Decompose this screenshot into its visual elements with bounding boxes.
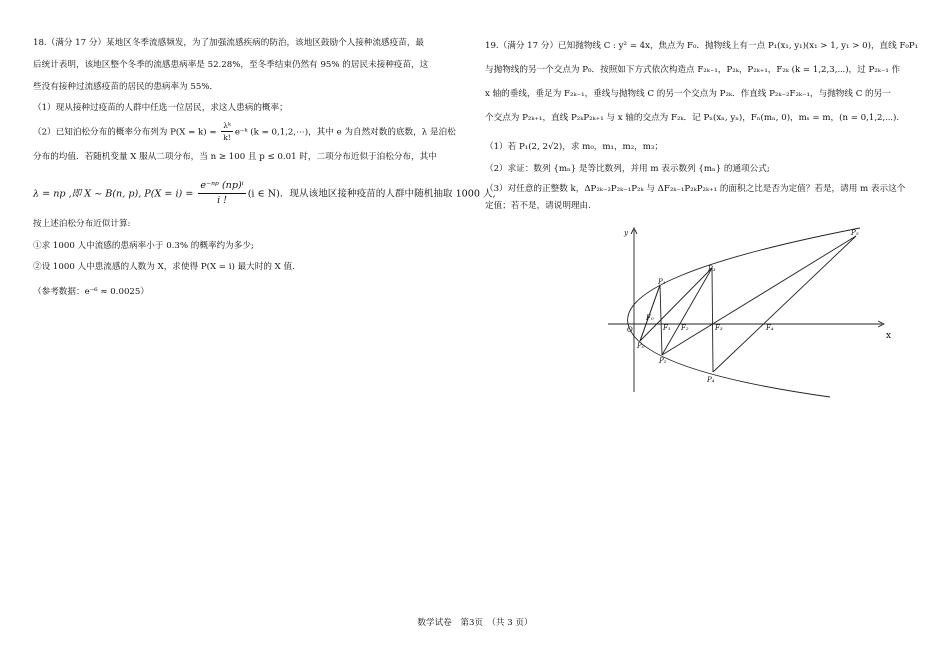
- label-p2: P₂: [659, 357, 667, 365]
- q18-sub2: （2）已知泊松分布的概率分布列为 P(X = k) = $\frac{\text{λᵏ}}{k!}$ e⁻ᵏ (k = 0,1,2,⋯)，其中 e 为自然对数的底数，λ 是泊松: [33, 121, 456, 143]
- q19-sub2: （2）求证：数列 {mₙ} 是等比数列，并用 m 表示数列 {mₙ} 的通项公式;: [485, 164, 770, 174]
- q19-sub1: （1）若 P₁(2, 2√2)，求 m₀，m₁，m₂，m₃；: [485, 142, 663, 152]
- q18-item1: ①求 1000 人中流感的患病率小于 0.3% 的概率约为多少;: [33, 241, 254, 251]
- q19-line1: 19.（满分 17 分）已知抛物线 C : y² = 4x，焦点为 F₀．抛物线上有一点 P₁(x₁, y₁)(x₁ > 1, y₁ > 0)，直线 F₀P₁: [485, 41, 919, 51]
- axis-x-label: x: [886, 331, 892, 341]
- label-p4: P₄: [707, 376, 715, 384]
- label-p3: P₃: [708, 265, 716, 273]
- axis-y-label: y: [624, 229, 628, 237]
- label-f4: F₄: [766, 324, 774, 332]
- q19-sub3-line2: 定值；若不是，请说明理由.: [485, 201, 591, 211]
- label-p5: P₅: [851, 229, 859, 237]
- q18-item2: ②设 1000 人中患流感的人数为 X，求使得 P(X = i) 最大时的 X 值.: [33, 262, 295, 272]
- q18-sub1: （1）现从接种过疫苗的人群中任选一位居民，求这人患病的概率；: [33, 103, 288, 113]
- q19-line4: 个交点为 P₂ₖ₊₁，直线 P₂ₖP₂ₖ₊₁ 与 x 轴的交点为 F₂ₖ．记 Pₙ(xₙ, yₙ)，Fₙ(mₙ, 0)，mₛ = m，(n = 0,1,2,⋯).: [485, 113, 900, 123]
- page-footer: 数学试卷 第3页 （共 3 页）: [417, 618, 533, 628]
- label-f1: F₁: [663, 324, 671, 332]
- label-p1: P₁: [658, 278, 666, 286]
- q19-line3: x 轴的垂线，垂足为 F₂ₖ₋₁，垂线与抛物线 C 的另一个交点为 P₂ₖ．作直线 P₂ₖ₋₂F₂ₖ₋₁，与抛物线 C 的另一: [485, 89, 891, 99]
- q18-line5: 分布的均值．若随机变量 X 服从二项分布，当 n ≥ 100 且 p ≤ 0.01 时，二项分布近似于泊松分布，其中: [33, 152, 437, 162]
- q18-line3: 些没有接种过流感疫苗的居民的患病率为 55%．: [33, 82, 219, 92]
- q18-formula: λ = np ,即 X ~ B(n, p), P(X = i) = $\frac{\text{e⁻ⁿᵖ (np)ⁱ}}{i !}$ (i ∈ N)．现从该地区接种疫苗的人群中随机抽取 1000 人,: [33, 179, 496, 209]
- q18-line7: 按上述泊松分布近似计算:: [33, 219, 131, 229]
- label-p0: P₀: [637, 342, 645, 350]
- label-f3: F₃: [715, 324, 723, 332]
- label-f2: F₂: [681, 324, 689, 332]
- q19-line2: 与抛物线的另一个交点为 P₀．按照如下方式依次构造点 F₂ₖ₋₁，P₂ₖ，P₂ₖ₊₁，F₂ₖ (k = 1,2,3,⋯)，过 P₂ₖ₋₁ 作: [485, 65, 901, 75]
- origin-label: O: [627, 326, 633, 334]
- q18-reference-data: （参考数据：e⁻⁶ ≈ 0.0025）: [33, 287, 149, 297]
- q19-sub3-line1: （3）对任意的正整数 k，ΔP₂ₖ₋₂P₂ₖ₋₁P₂ₖ 与 ΔF₂ₖ₋₁P₂ₖP₂ₖ₊₁ 的面积之比是否为定值？若是，请用 m 表示这个: [485, 184, 906, 194]
- label-f0: F₀: [646, 314, 654, 322]
- q18-line2: 后统计表明，该地区整个冬季的流感患病率是 52.28%，至冬季结束仍然有 95% 的居民未接种疫苗，这: [33, 60, 429, 70]
- q18-line1: 18.（满分 17 分）某地区冬季流感频发，为了加强流感疾病的防治，该地区鼓励个人接种流感疫苗，最: [33, 38, 425, 48]
- parabola-figure: [600, 220, 910, 410]
- parabola-curve: [628, 228, 860, 397]
- poisson-fraction: $\frac{\text{e⁻ⁿᵖ (np)ⁱ}}{i !}$: [200, 180, 244, 207]
- lambda-fraction: $\frac{\text{λᵏ}}{k!}$: [223, 121, 231, 143]
